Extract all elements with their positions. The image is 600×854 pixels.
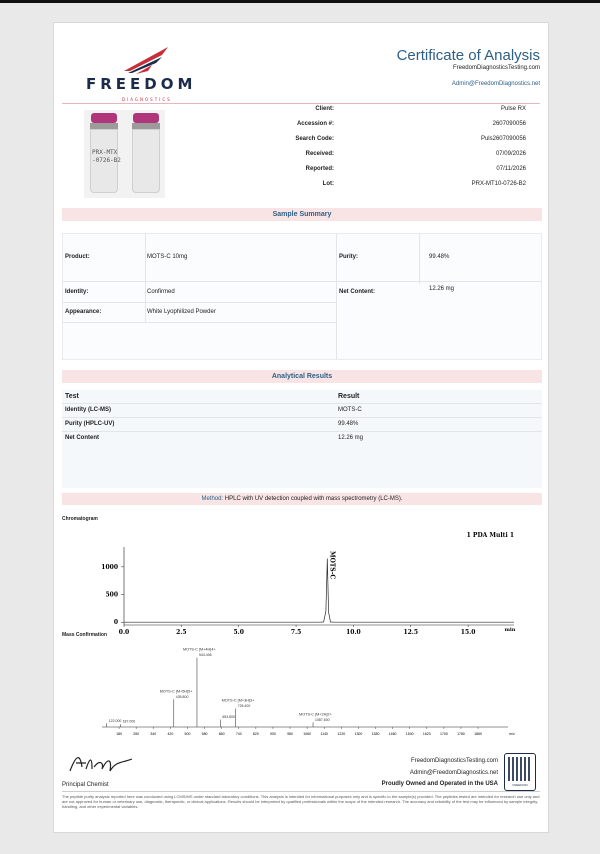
footer-email[interactable]: Admin@FreedomDiagnostics.net [409,770,498,776]
mass-peak-label: MOTS-C [M+4H]4+ [182,647,216,652]
mass-spectrum-chart [62,643,542,738]
peak-label: MOTS-C [328,550,336,580]
chromatogram-series-line [124,559,514,623]
search-code-label: Search Code: [295,136,334,142]
header-website[interactable]: FreedomDiagnosticsTesting.com [452,65,540,71]
mass-x-tick-label: 1220 [337,732,346,736]
result-value: MOTS-C [338,407,362,413]
header-divider [62,103,540,104]
product-value: MOTS-C 10mg [147,254,188,260]
mass-confirmation-label: Mass Confirmation [62,632,108,638]
mass-x-tick-label: 1860 [474,732,482,736]
freedom-logo [78,39,198,109]
product-photo [84,110,165,198]
mass-peak-value: 544.406 [198,653,212,658]
footer-website[interactable]: FreedomDiagnosticsTesting.com [410,758,498,764]
qr-brand: FREEDOM [512,783,528,787]
mass-x-tick-label: 980 [287,732,293,736]
mass-x-tick-label: 260 [133,732,140,736]
mass-x-tick-label: 1300 [354,732,363,736]
logo-subtitle: DIAGNOSTICS [122,97,172,102]
mass-peak-label: MOTS-C [M+2H]2+ [299,712,332,717]
sample-summary-table [62,233,542,360]
result-test: Net Content [65,435,99,441]
x-tick-label: 0.0 [118,629,130,636]
mass-x-tick-label: 1620 [422,732,431,736]
detector-label: 1 PDA Multi 1 [466,532,514,539]
mass-peak-label: MOTS-C [M+5H]5+ [159,689,193,694]
received-row [254,151,526,166]
vial-label-line-2: -0726-B2 [92,157,121,164]
mass-peak-value: 725.400 [237,704,251,708]
x-unit-label: min [504,627,516,633]
result-value: 99.48% [338,421,359,427]
certificate-page [53,22,549,833]
method-label: Method: [201,496,224,502]
result-row [62,417,542,430]
mass-x-tick-label: 740 [235,732,242,736]
mass-x-tick-label: 1780 [457,732,465,736]
top-border [0,0,600,3]
reported-value: 07/11/2026 [496,166,526,172]
mass-x-unit: m/z [509,732,515,736]
analytical-results-header: Analytical Results [62,370,542,383]
reported-row [254,166,526,181]
x-tick-label: 10.0 [346,629,361,636]
client-label: Client: [315,106,334,112]
y-tick-label: 500 [105,591,118,599]
mass-x-tick-label: 340 [150,732,157,736]
y-tick-label: 1000 [101,563,118,571]
mass-x-tick-label: 1140 [320,732,328,736]
identity-value: Confirmed [147,289,175,295]
vial-right [128,113,164,194]
x-tick-label: 5.0 [233,629,244,636]
client-row [254,106,526,121]
mass-x-tick-label: 1060 [303,732,312,736]
footer-made-in-usa: Proudly Owned and Operated in the USA [381,781,498,787]
client-value: Pulse RX [500,106,526,112]
mass-x-tick-label: 900 [270,732,276,736]
vial-label-line-1: PRX-MTX [92,149,118,156]
x-tick-label: 2.5 [176,629,187,636]
identity-label: Identity: [65,289,89,295]
purity-value: 99.48% [429,254,450,260]
qr-code[interactable] [504,753,536,791]
logo-wordmark: FREEDOM [86,75,197,93]
accession-label: Accession #: [296,121,334,127]
lot-label: Lot: [322,181,334,187]
mass-x-tick-label: 660 [218,732,225,736]
result-value: 12.26 mg [338,435,364,441]
mass-peak-value: 187.000 [122,719,136,724]
mass-peak-value: 435.800 [175,694,189,699]
mass-x-tick-label: 420 [167,732,174,736]
qr-code-icon [508,757,532,781]
method-bar [62,493,542,505]
accession-row [254,121,526,136]
disclaimer-text: The peptide purity analysis reported here was conducted using LCMS/MS under standard laboratory conditions. This analysis is intended for informational purposes only and is specific to the sample(s) provided. The peptides tested are intended for research use only and are not approved for human or veterinary use, diagnostic, therapeutic, or clinical applications. Results should be interpreted by qualified professionals within the scope of the intended research. The accuracy and reliability of the test may be influenced by sample integrity, handling, and other experimental variables. [62,794,540,810]
search-code-value: Puls2607090056 [480,136,526,142]
accession-value: 2607090056 [492,121,526,127]
x-tick-label: 12.5 [403,629,419,636]
y-tick-label: 0 [113,619,118,627]
mass-x-tick-label: 1460 [388,732,397,736]
purity-label: Purity: [339,254,359,260]
received-value: 07/09/2026 [495,151,526,157]
search-code-row [254,136,526,151]
net-content-value: 12.26 mg [429,286,455,292]
head-result: Result [338,393,360,400]
appearance-value: White Lyophilized Powder [147,309,216,315]
x-tick-label: 7.5 [290,629,302,636]
mass-peak-label: MOTS-C [M+3H]3+ [221,698,255,703]
mass-x-tick-label: 500 [184,732,191,736]
sample-summary-header: Sample Summary [62,208,542,221]
mass-x-tick-label: 1700 [439,732,448,736]
product-label: Product: [65,254,90,260]
head-test: Test [65,393,79,400]
result-test: Purity (HPLC-UV) [65,421,115,427]
mass-x-tick-label: 180 [116,732,123,736]
result-row [62,431,542,444]
result-row [62,403,542,416]
reported-label: Reported: [305,166,334,172]
appearance-label: Appearance: [65,309,102,315]
signature-image [66,749,136,779]
footer-divider [62,791,540,792]
net-content-label: Net Content: [339,289,375,295]
vial-left [86,113,122,194]
header-email[interactable]: Admin@FreedomDiagnostics.net [451,81,540,87]
flag-wing-icon [122,43,172,75]
result-test: Identity (LC-MS) [65,407,111,413]
mass-x-tick-label: 1540 [405,732,414,736]
lot-value: PRX-MT10-0726-B2 [471,181,526,187]
chromatogram-label: Chromatogram [62,516,98,522]
received-label: Received: [305,151,334,157]
mass-peak-value: 122.000 [108,718,122,723]
mass-x-tick-label: 580 [201,732,208,736]
document-title: Certificate of Analysis [396,47,540,64]
analytical-results-table [62,390,542,488]
signer-title: Principal Chemist [62,782,109,788]
mass-x-tick-label: 820 [252,732,259,736]
mass-peak-value: 1087.600 [315,717,330,722]
mass-peak-value: 653.800 [222,715,235,720]
x-tick-label: 15.0 [460,629,476,636]
results-head-row [62,390,542,403]
lot-row [254,181,526,196]
method-text: HPLC with UV detection coupled with mass spectrometry (LC-MS). [224,496,403,502]
mass-x-tick-label: 1380 [371,732,380,736]
